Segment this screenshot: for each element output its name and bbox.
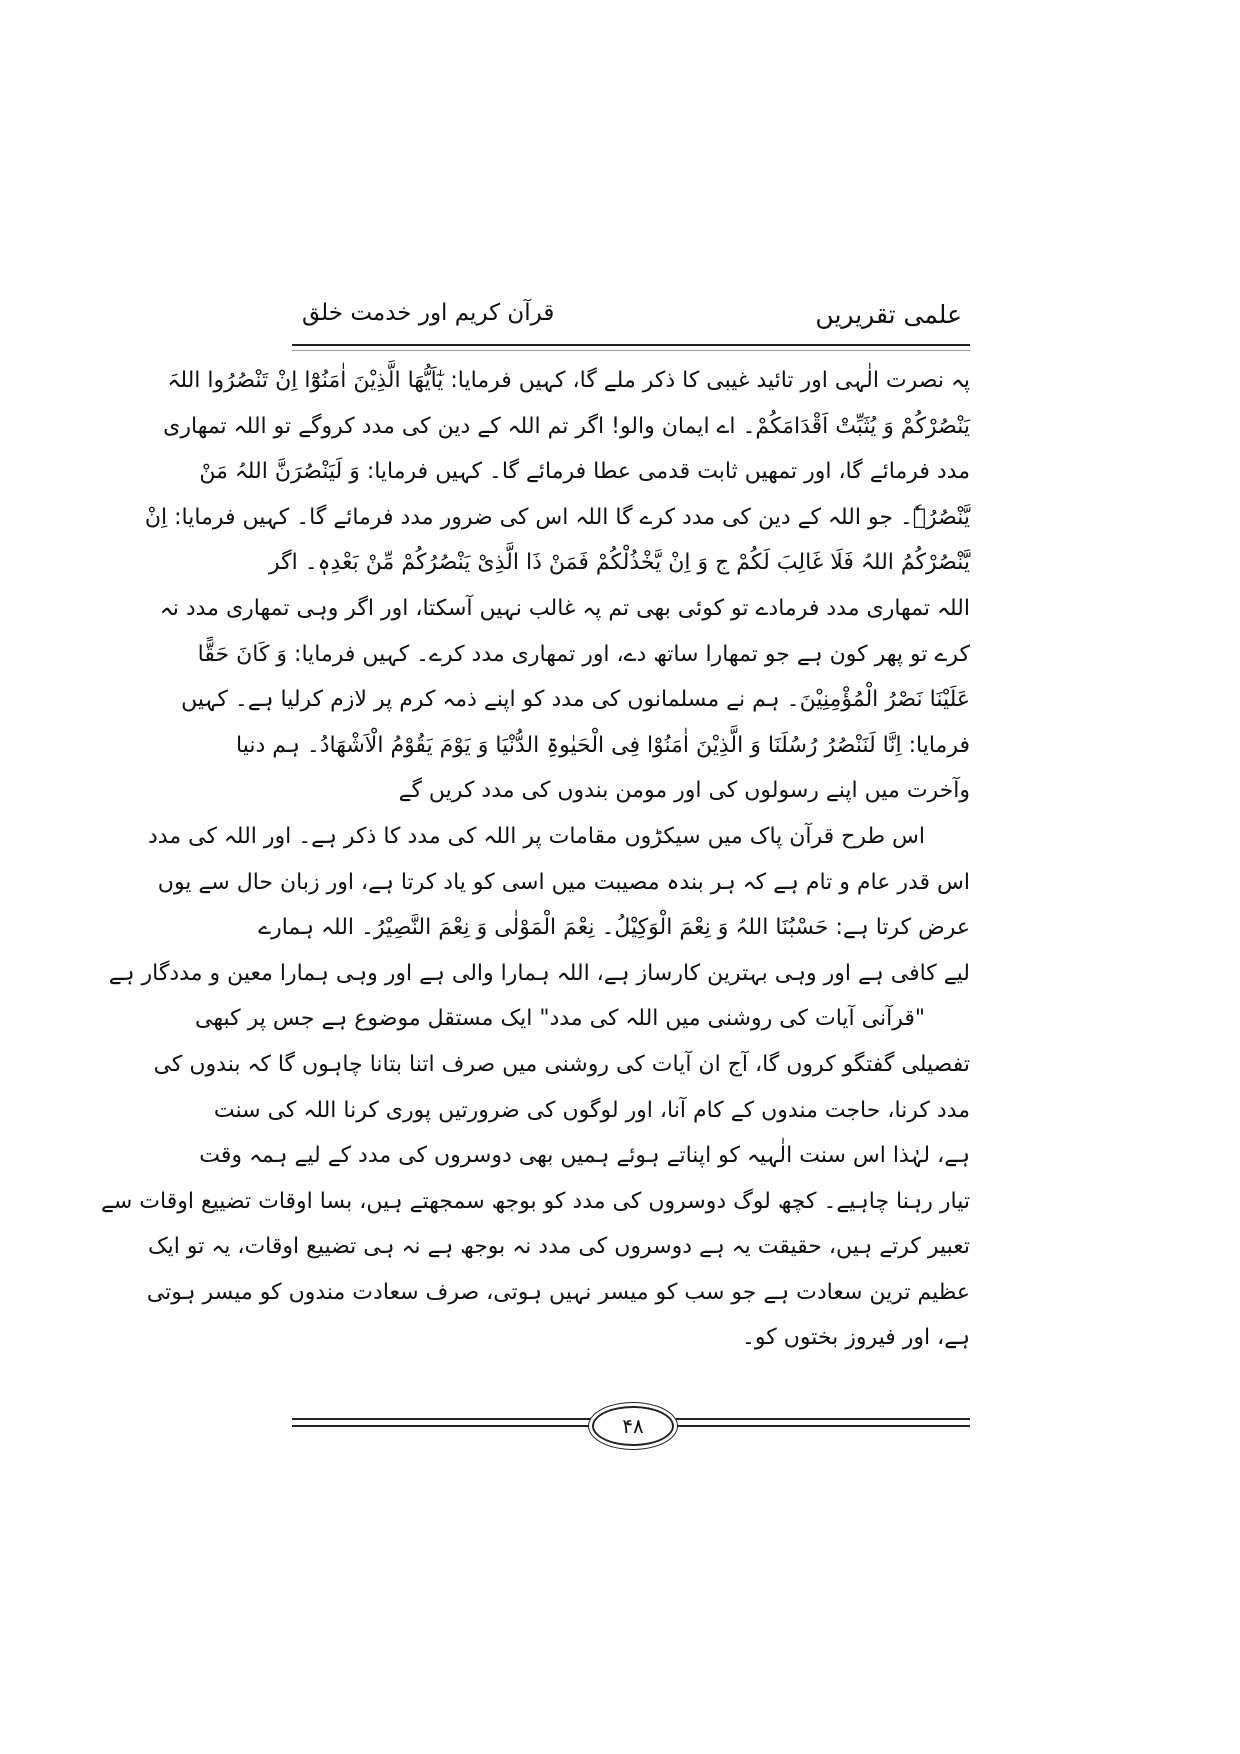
chapter-title: قرآن کریم اور خدمت خلق bbox=[302, 300, 555, 326]
page-number: ۴۸ bbox=[592, 1406, 674, 1446]
text-line: اس طرح قرآن پاک میں سیکڑوں مقامات پر اللہ کی مدد کا ذکر ہے۔ اور اللہ کی مدد bbox=[147, 823, 925, 849]
text-line: مدد فرمائے گا، اور تمھیں ثابت قدمی عطا فرمائے گا۔ کہیں فرمایا: وَ لَیَنْصُرَنَّ اللہُ مَنْ bbox=[199, 459, 970, 485]
text-line: عرض کرتا ہے: حَسْبُنَا اللہُ وَ نِعْمَ الْوَکِیْلُ۔ نِعْمَ الْمَوْلٰی وَ نِعْمَ النَّصِیْرُ۔ اللہ ہمارے bbox=[258, 915, 970, 941]
text-line: وآخرت میں اپنے رسولوں کی اور مومن بندوں کی مدد کریں گے bbox=[398, 778, 970, 804]
text-line: تفصیلی گفتگو کروں گا، آج ان آیات کی روشنی میں صرف اتنا بتانا چاہوں گا کہ بندوں کی bbox=[153, 1051, 970, 1077]
text-line: پہ نصرت الٰہی اور تائید غیبی کا ذکر ملے گا، کہیں فرمایا: یٰٓاَیُّھَا الَّذِیْنَ اٰمَنُوْٓا اِنْ تَنْصُرُوا اللہَ bbox=[167, 368, 970, 393]
text-line: یَّنْصُرُہٗ۔ جو اللہ کے دین کی مدد کرے گا اللہ اس کی ضرور مدد فرمائے گا۔ کہیں فرمایا: اِنْ bbox=[144, 504, 970, 530]
text-line: ہے، لہٰذا اس سنت الٰہیہ کو اپناتے ہوئے ہمیں بھی دوسروں کی مدد کے لیے ہمہ وقت bbox=[199, 1143, 970, 1169]
text-line: عَلَیْنَا نَصْرُ الْمُؤْمِنِیْنَ۔ ہم نے مسلمانوں کی مدد کو اپنے ذمہ کرم پر لازم کرلیا ہے۔ کہیں bbox=[181, 687, 970, 713]
text-line: مدد کرنا، حاجت مندوں کے کام آنا، اور لوگوں کی ضرورتیں پوری کرنا اللہ کی سنت bbox=[213, 1097, 970, 1123]
text-line: ہے، اور فیروز بختوں کو۔ bbox=[742, 1325, 970, 1351]
running-header bbox=[292, 292, 970, 342]
text-line: فرمایا: اِنَّا لَنَنْصُرُ رُسُلَنَا وَ الَّذِیْنَ اٰمَنُوْا فِی الْحَیٰوۃِ الدُّنْیَا وَ یَوْمَ یَقُوْمُ الْاَشْھَادُ۔ ہم دنیا bbox=[236, 732, 970, 758]
text-line: یَنْصُرْکُمْ وَ یُثَبِّتْ اَقْدَامَکُمْ۔ اے ایمان والو! اگر تم اللہ کے دین کی مدد کروگے تو اللہ تمھاری bbox=[163, 413, 970, 439]
page-body bbox=[100, 358, 970, 1361]
text-line: اللہ تمھاری مدد فرمادے تو کوئی بھی تم پہ غالب نہیں آسکتا، اور اگر وہی تمھاری مدد نہ bbox=[159, 595, 970, 621]
text-line: تیار رہنا چاہیے۔ کچھ لوگ دوسروں کی مدد کو بوجھ سمجھتے ہیں، بسا اوقات تضییع اوقات سے bbox=[100, 1188, 970, 1214]
text-line: لیے کافی ہے اور وہی بہترین کارساز ہے، اللہ ہمارا والی ہے اور وہی ہمارا معین و مددگار ہے bbox=[108, 960, 970, 986]
header-divider bbox=[292, 344, 970, 351]
text-line: "قرآنی آیات کی روشنی میں اللہ کی مدد" ایک مستقل موضوع ہے جس پر کبھی bbox=[195, 1006, 925, 1032]
text-line: اس قدر عام و تام ہے کہ ہر بندہ مصیبت میں اسی کو یاد کرتا ہے، اور زبان حال سے یوں bbox=[157, 869, 970, 895]
text-line: عظیم ترین سعادت ہے جو سب کو میسر نہیں ہوتی، صرف سعادت مندوں کو میسر ہوتی bbox=[146, 1279, 970, 1305]
book-title: علمی تقریریں bbox=[815, 300, 962, 329]
text-line: کرے تو پھر کون ہے جو تمھارا ساتھ دے، اور تمھاری مدد کرے۔ کہیں فرمایا: وَ کَانَ حَقًّا bbox=[197, 641, 970, 667]
text-line: تعبیر کرتے ہیں، حقیقت یہ ہے دوسروں کی مدد نہ بوجھ ہے نہ ہی تضییع اوقات، یہ تو ایک bbox=[147, 1234, 970, 1260]
text-line: یَّنْصُرْکُمُ اللہُ فَلَا غَالِبَ لَکُمْ ج وَ اِنْ یَّخْذُلْکُمْ فَمَنْ ذَا الَّذِیْ یَنْصُرُکُمْ مِّنْ بَعْدِہٖ۔ اگر bbox=[269, 550, 970, 576]
page-footer bbox=[292, 1410, 970, 1450]
